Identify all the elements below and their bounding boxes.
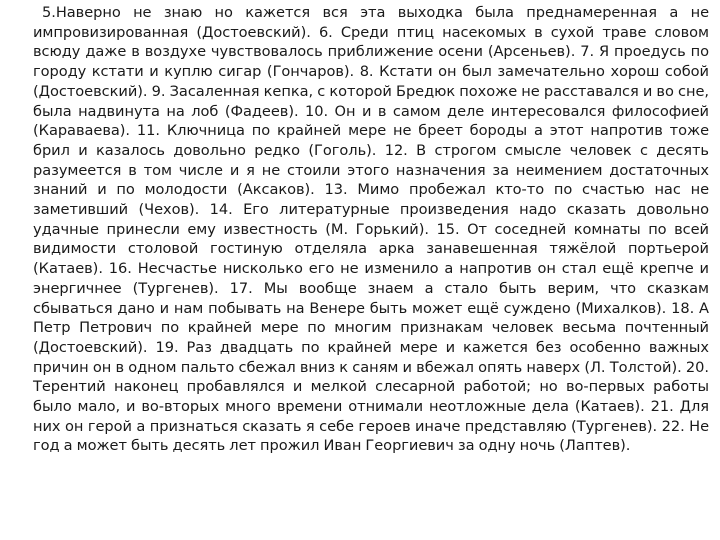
- exercise-text-paragraph: 5.Наверно не знаю но кажется вся эта выходка была преднамеренная а не импровизированная (Достоевский). 6. Среди птиц насекомых в сухой траве словом всюду даже в воздухе чувствовалось приближение осени (Арсеньев). 7. Я проедусь по городу кстати и куплю сигар (Гончаров). 8. Кстати он был замечательно хорош собой (Достоевский). 9. Засаленная кепка, с которой Бредюк похоже не расставался и во сне, была надвинута на лоб (Фадеев). 10. Он и в самом деле интересовался философией (Караваева). 11. Ключница по крайней мере не бреет бороды а этот напротив тоже брил и казалось довольно редко (Гоголь). 12. В строгом смысле человек с десять разумеется в том числе и я не стоили этого назначения за неимением достаточных знаний и по молодости (Аксаков). 13. Мимо пробежал кто-то по счастью нас не заметивший (Чехов). 14. Его литературные произведения надо сказать довольно удачные принесли ему известность (М. Горький). 15. От соседней комнаты по всей видимости столовой гостиную отделяла арка занавешенная тяжёлой портьерой (Катаев). 16. Несчастье нисколько его не изменило а напротив он стал ещё крепче и энергичнее (Тургенев). 17. Мы вообще знаем а стало быть верим, что сказкам сбываться дано и нам побывать на Венере быть может ещё суждено (Михалков). 18. А Петр Петрович по крайней мере по многим признакам человек весьма почтенный (Достоевский). 19. Раз двадцать по крайней мере и кажется без особенно важных причин он в одном пальто сбежал вниз к саням и вбежал опять наверх (Л. Толстой). 20. Терентий наконец пробавлялся и мелкой слесарной работой; но во-первых работы было мало, и во-вторых много времени отнимали неотложные дела (Катаев). 21. Для них он герой а признаться сказать я себе героев иначе представляю (Тургенев). 22. Не год а может быть десять лет прожил Иван Георгиевич за одну ночь (Лаптев).: [33, 4, 709, 455]
